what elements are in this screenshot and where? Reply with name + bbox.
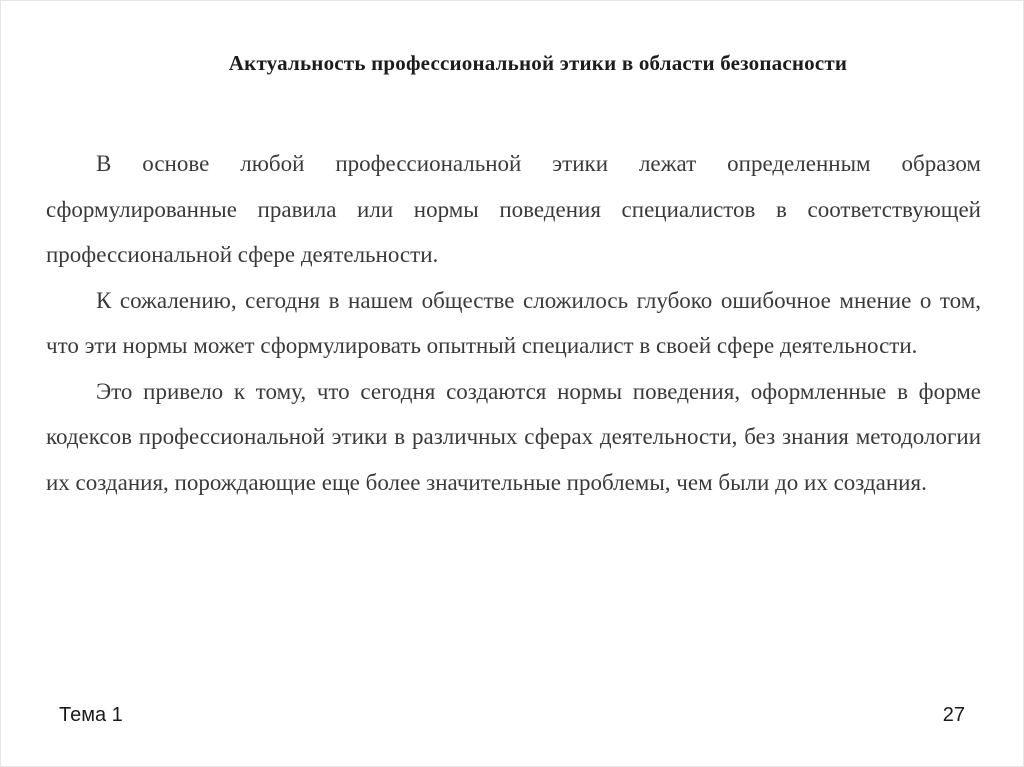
slide-body <box>46 141 981 505</box>
page-number: 27 <box>942 704 965 726</box>
paragraph-3: Это привело к тому, что сегодня создаются нормы поведения, оформленные в форме кодексов профессиональной этики в различных сферах деятельности, без знания методологии их создания, порождающие еще более значительные проблемы, чем были до их создания. <box>46 378 981 495</box>
slide-title: Актуальность профессиональной этики в области безопасности <box>228 51 848 75</box>
footer-topic: Тема 1 <box>59 704 123 726</box>
paragraph-2: К сожалению, сегодня в нашем обществе сложилось глубоко ошибочное мнение о том, что эти нормы может сформулировать опытный специалист в своей сфере деятельности. <box>46 287 981 358</box>
paragraph-1: В основе любой профессиональной этики лежат определенным образом сформулированные правила или нормы поведения специалистов в соответствующей профессиональной сфере деятельности. <box>46 151 981 267</box>
